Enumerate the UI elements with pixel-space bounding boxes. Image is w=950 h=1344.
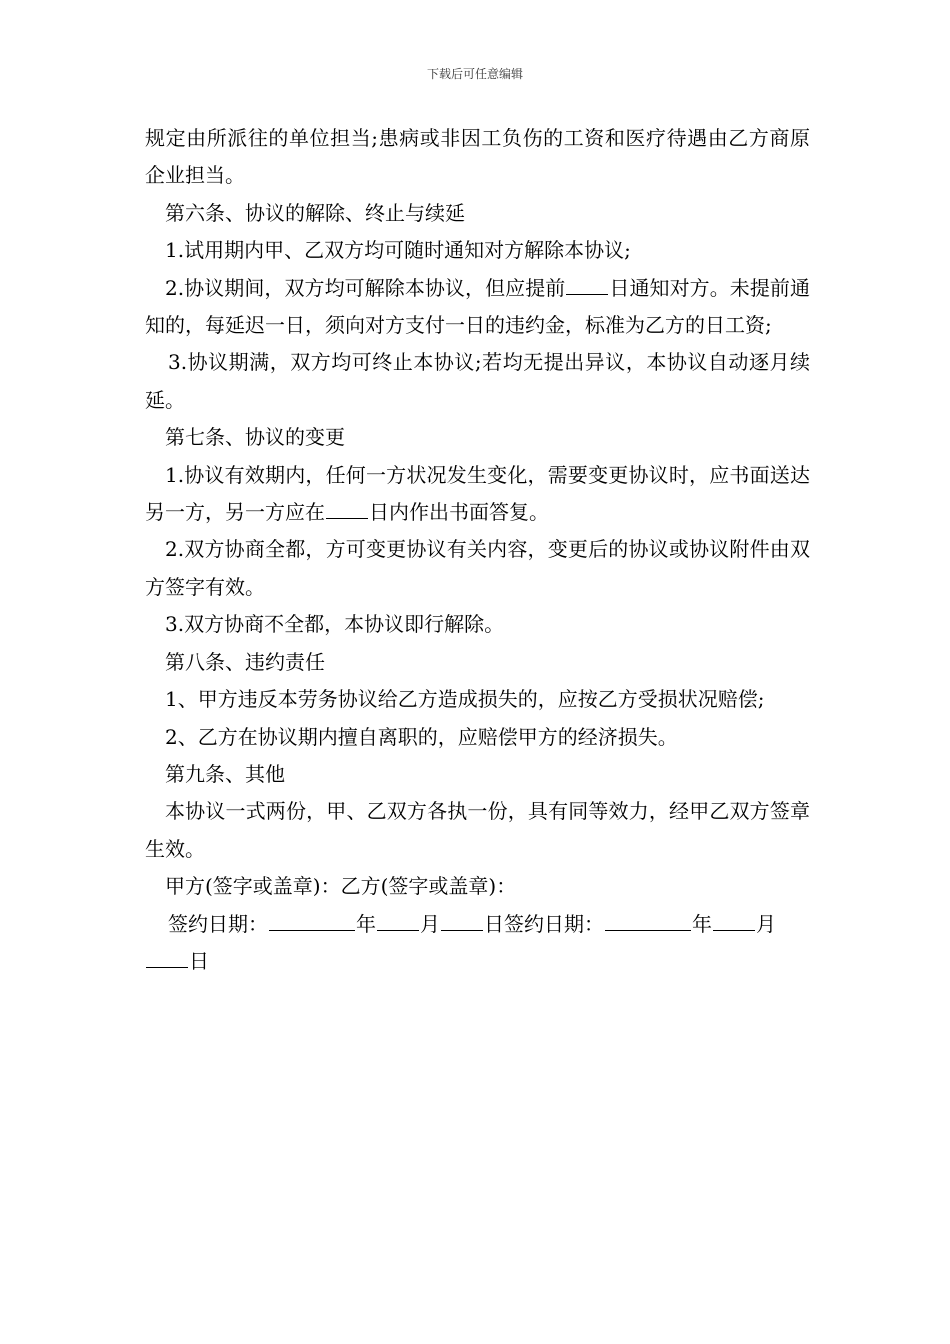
page-header: 下载后可任意编辑 — [426, 67, 523, 81]
blank-month-field[interactable] — [713, 910, 755, 931]
article-8-clause-2: 2、乙方在协议期内擅自离职的，应赔偿甲方的经济损失。 — [165, 724, 678, 749]
document-body — [145, 120, 810, 980]
article-6-heading: 第六条、协议的解除、终止与续延 — [165, 200, 465, 225]
blank-day-field[interactable] — [441, 910, 483, 931]
article-8-heading: 第八条、违约责任 — [165, 649, 325, 674]
blank-year-field[interactable] — [269, 910, 355, 931]
blank-month-field[interactable] — [377, 910, 419, 931]
paragraph-continuation: 规定由所派往的单位担当;患病或非因工负伤的工资和医疗待遇由乙方商原企业担当。 — [145, 126, 810, 188]
blank-year-field[interactable] — [605, 910, 691, 931]
year-label: 年 — [356, 911, 376, 936]
article-6-clause-3: 3.协议期满，双方均可终止本协议;若均无提出异议，本协议自动逐月续延。 — [145, 350, 810, 412]
blank-day-field[interactable] — [146, 947, 188, 968]
signature-date-line — [145, 906, 810, 981]
blank-days-field[interactable] — [566, 274, 608, 295]
article-7-clause-1 — [145, 457, 810, 532]
clause-text: 日内作出书面答复。 — [369, 500, 549, 525]
year-label: 年 — [692, 911, 712, 936]
article-6-clause-2 — [145, 270, 810, 345]
article-7-clause-3: 3.双方协商不全都，本协议即行解除。 — [165, 612, 505, 637]
day-label: 日 — [189, 948, 209, 973]
article-6-clause-1: 1.试用期内甲、乙双方均可随时通知对方解除本协议; — [165, 238, 631, 263]
month-label: 月 — [420, 911, 440, 936]
article-7-heading: 第七条、协议的变更 — [165, 425, 345, 450]
clause-text: 1.协议有效期内，任何一方状况发生变化，需要变更协议时，应书面送达另一方，另一方应在 — [145, 462, 810, 525]
article-9-heading: 第九条、其他 — [165, 761, 285, 786]
article-7-clause-2: 2.双方协商全都，方可变更协议有关内容，变更后的协议或协议附件由双方签字有效。 — [145, 537, 810, 599]
signature-parties: 甲方(签字或盖章)：乙方(签字或盖章)： — [165, 874, 517, 899]
article-9-body: 本协议一式两份，甲、乙双方各执一份，具有同等效力，经甲乙双方签章生效。 — [145, 799, 810, 861]
blank-days-field[interactable] — [326, 498, 368, 519]
day-label: 日签约日期： — [484, 911, 604, 936]
month-label: 月 — [756, 911, 776, 936]
article-8-clause-1: 1、甲方违反本劳务协议给乙方造成损失的，应按乙方受损状况赔偿; — [165, 687, 765, 712]
date-label: 签约日期： — [168, 911, 268, 936]
clause-text: 2.协议期间，双方均可解除本协议，但应提前 — [165, 275, 566, 300]
clause-text: 日通知对方。未提前通知的，每延迟一日，须向对方支付一日的违约金，标准为乙方的日工资; — [145, 275, 810, 338]
